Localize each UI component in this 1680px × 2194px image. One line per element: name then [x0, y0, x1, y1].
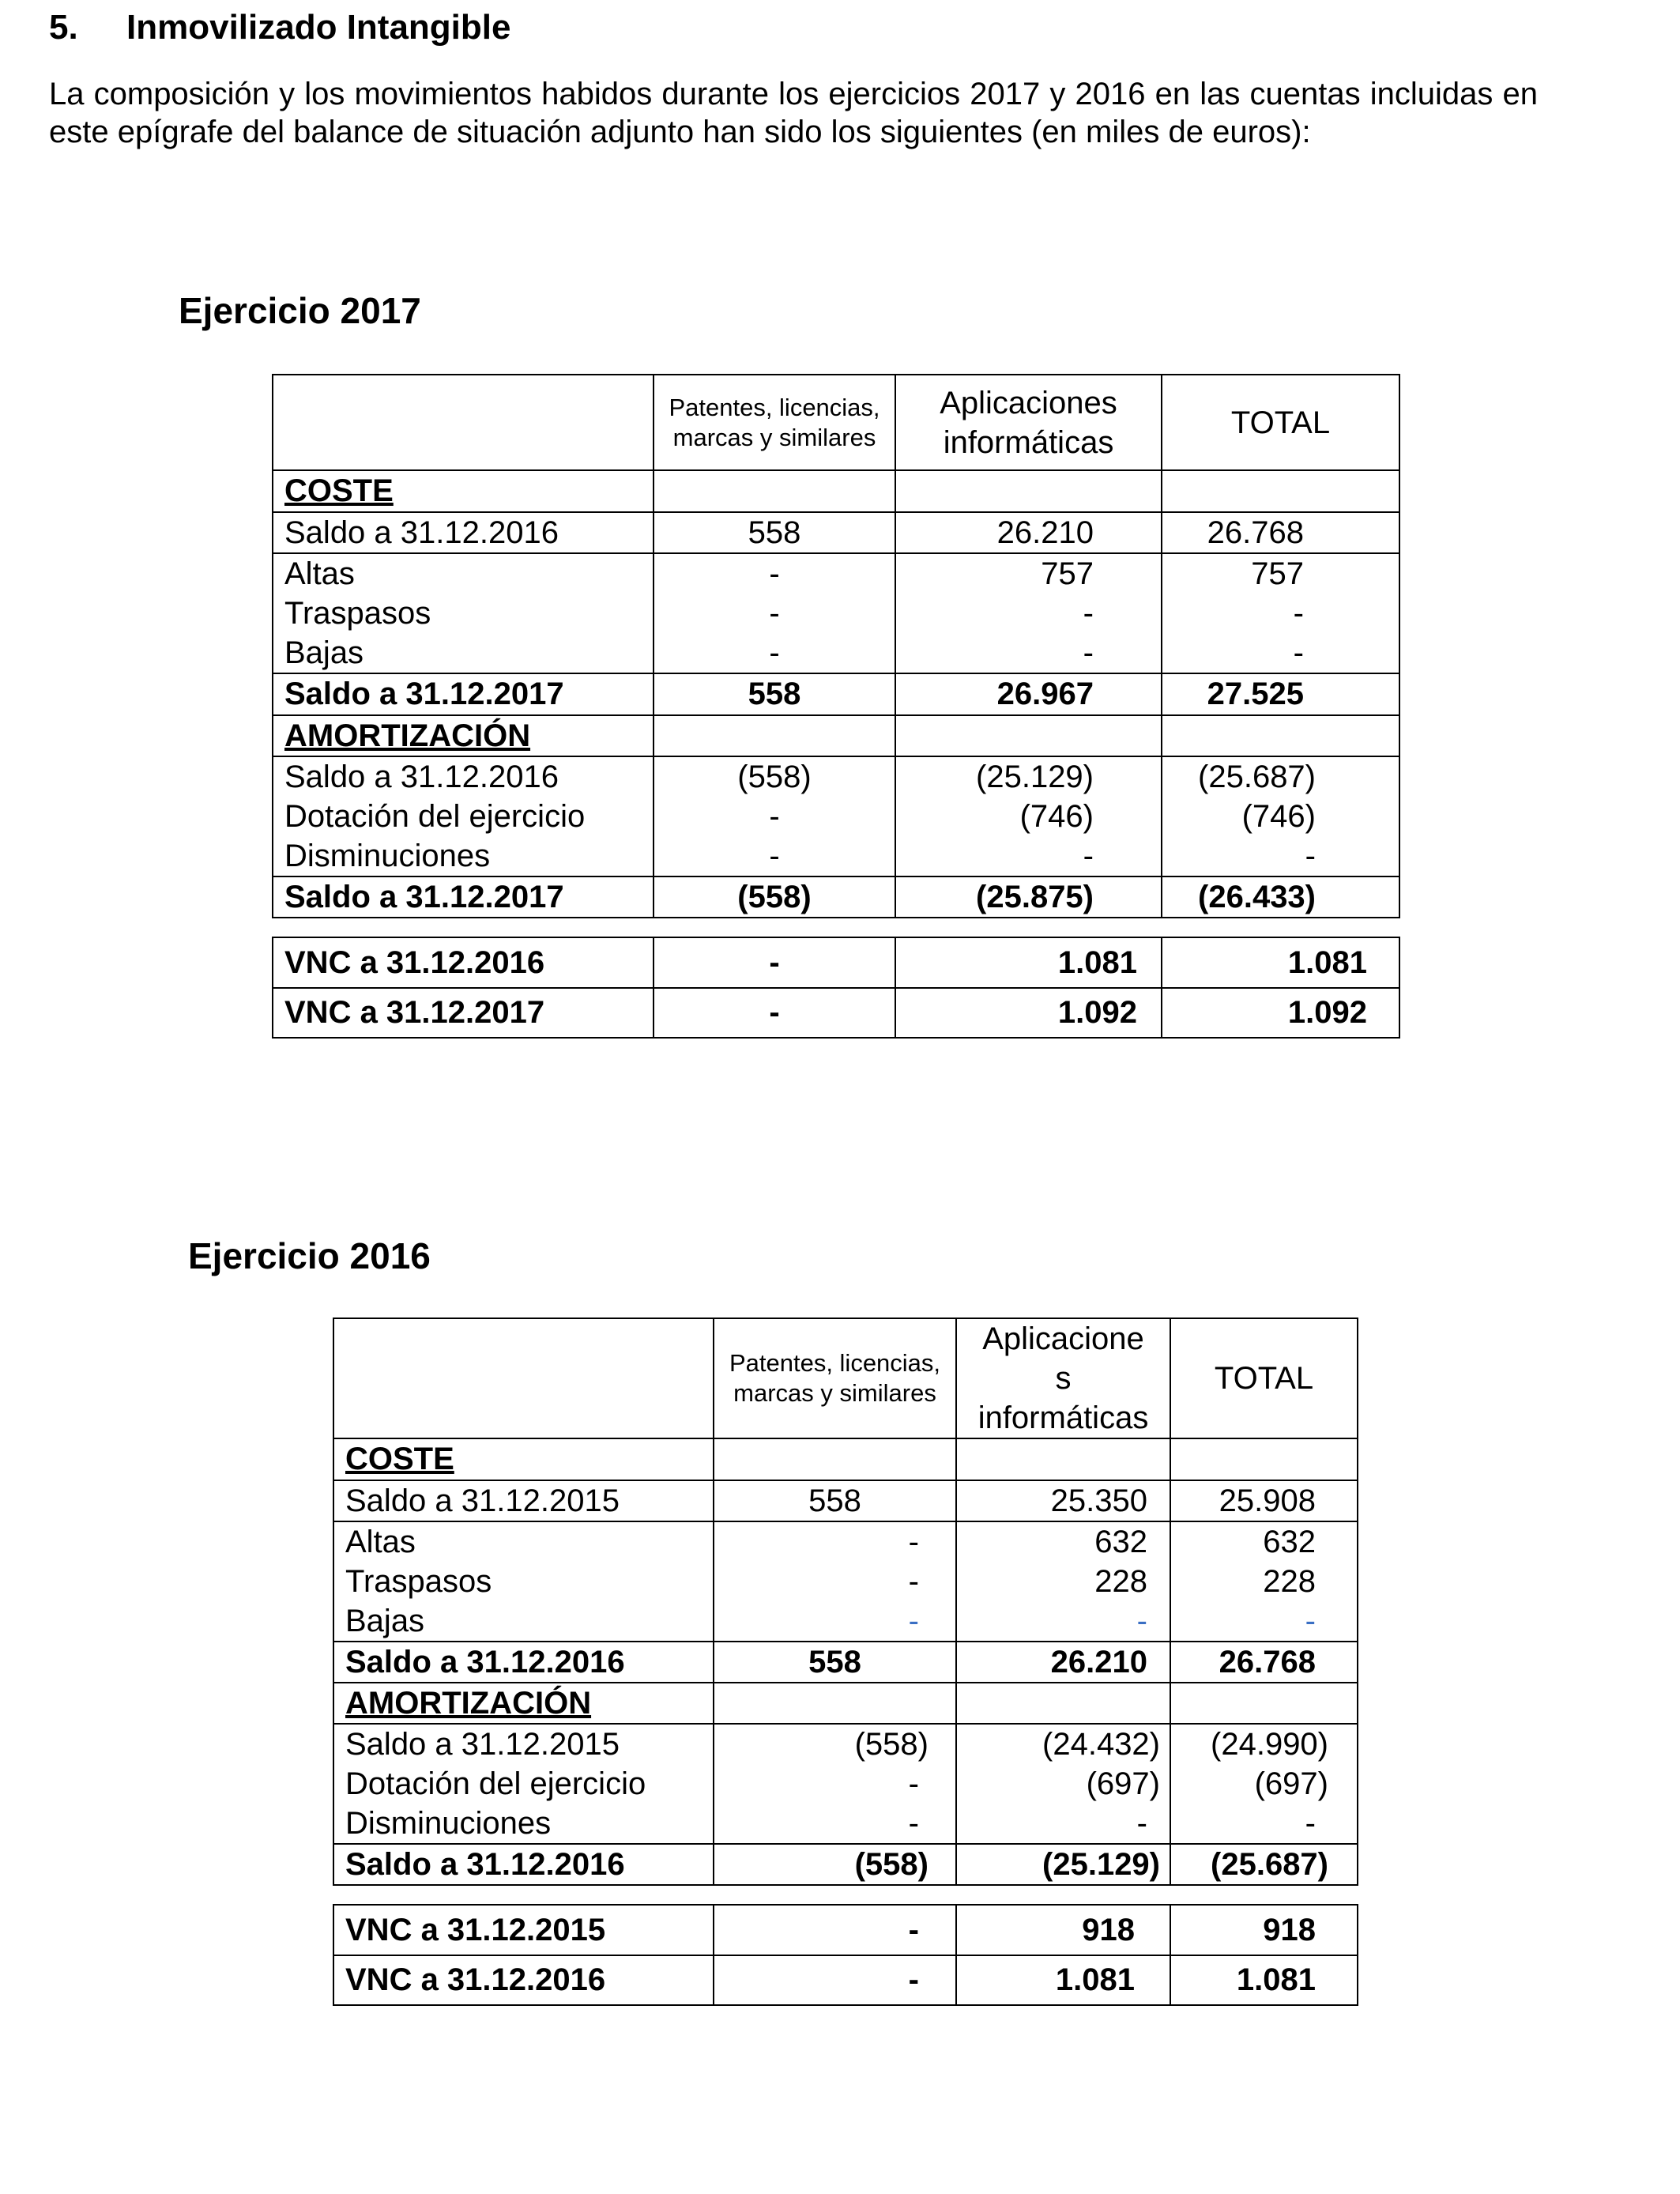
total-value: 918 [1170, 1905, 1358, 1955]
total-value: 26.768 [1162, 512, 1399, 553]
table-row [273, 673, 1399, 715]
header-aplicaciones-line: Aplicacione [982, 1321, 1144, 1356]
table-row [273, 876, 1399, 918]
note-number: 5. [49, 8, 78, 47]
total-value: 1.092 [1162, 988, 1399, 1038]
amortizacion-label: AMORTIZACIÓN [284, 718, 531, 753]
row-label: Saldo a 31.12.2015 [333, 1480, 714, 1521]
row-label: VNC a 31.12.2016 [333, 1955, 714, 2005]
total-value: - [1305, 1604, 1316, 1638]
amortization-movements-row [273, 756, 1399, 876]
patentes-value: - [769, 556, 780, 591]
patentes-value: - [769, 839, 780, 873]
total-value: (26.433) [1162, 876, 1399, 918]
section-title-2016: Ejercicio 2016 [188, 1235, 431, 1276]
patentes-value: - [908, 1604, 919, 1638]
amortizacion-label: AMORTIZACIÓN [345, 1685, 592, 1721]
total-value: - [1305, 839, 1316, 873]
aplicaciones-value: (25.129) [976, 760, 1094, 794]
row-label: Saldo a 31.12.2017 [273, 876, 654, 918]
aplicaciones-value: 918 [956, 1905, 1170, 1955]
header-row [273, 375, 1399, 470]
aplicaciones-value: 632 [1094, 1525, 1147, 1559]
row-label: Dotación del ejercicio [345, 1766, 646, 1801]
aplicaciones-value: (24.432) [1042, 1727, 1160, 1762]
aplicaciones-value: 757 [1041, 556, 1094, 591]
row-label: Saldo a 31.12.2017 [273, 673, 654, 715]
aplicaciones-value: - [1083, 839, 1094, 873]
aplicaciones-value: 26.967 [895, 673, 1162, 715]
aplicaciones-value: (25.129) [956, 1844, 1170, 1885]
row-label: VNC a 31.12.2017 [273, 988, 654, 1038]
amortization-movements-row [333, 1724, 1358, 1844]
amortizacion-section-row [333, 1683, 1358, 1724]
row-label: Saldo a 31.12.2016 [284, 760, 559, 794]
patentes-value: - [714, 1905, 956, 1955]
aplicaciones-value: 26.210 [956, 1642, 1170, 1683]
patentes-value: - [769, 799, 780, 834]
total-value: (25.687) [1170, 1844, 1358, 1885]
aplicaciones-value: - [1083, 596, 1094, 631]
patentes-value: 558 [654, 673, 895, 715]
patentes-value: - [714, 1955, 956, 2005]
row-label: Saldo a 31.12.2015 [345, 1727, 620, 1762]
total-value: - [1293, 596, 1304, 631]
total-value: (746) [1241, 799, 1316, 834]
aplicaciones-value: - [1136, 1604, 1147, 1638]
aplicaciones-value: (697) [1086, 1766, 1160, 1801]
coste-section-row [333, 1438, 1358, 1480]
header-aplicaciones [956, 1318, 1170, 1438]
aplicaciones-value: 25.350 [956, 1480, 1170, 1521]
patentes-value: (558) [737, 760, 812, 794]
patentes-value: - [769, 635, 780, 670]
patentes-value: 558 [714, 1642, 956, 1683]
row-label: Traspasos [345, 1564, 492, 1599]
row-label: Traspasos [284, 596, 431, 631]
patentes-value: - [654, 988, 895, 1038]
table-row [273, 937, 1399, 988]
coste-label: COSTE [345, 1442, 454, 1476]
movements-row [273, 553, 1399, 673]
row-label: Disminuciones [345, 1806, 552, 1841]
table-row [333, 1955, 1358, 2005]
row-label: VNC a 31.12.2015 [333, 1905, 714, 1955]
table-row [273, 988, 1399, 1038]
total-value: (24.990) [1211, 1727, 1328, 1762]
intro-paragraph: La composición y los movimientos habidos durante los ejercicios 2017 y 2016 en las cuentas incluidas en este epígrafe del balance de situación adjunto han sido los siguientes (en miles de euros): [49, 77, 1538, 149]
header-patentes: Patentes, licencias, marcas y similares [654, 375, 895, 470]
header-aplicaciones-line: s [1055, 1361, 1072, 1396]
section-title-2017: Ejercicio 2017 [179, 290, 421, 331]
table-row [333, 1480, 1358, 1521]
patentes-value: - [908, 1806, 919, 1841]
aplicaciones-value: - [1136, 1806, 1147, 1841]
total-value: (697) [1254, 1766, 1328, 1801]
header-total: TOTAL [1162, 375, 1399, 470]
total-value: - [1305, 1806, 1316, 1841]
note-title: Inmovilizado Intangible [126, 8, 511, 47]
total-value: (25.687) [1198, 760, 1316, 794]
patentes-value: 558 [714, 1480, 956, 1521]
vnc-table-2016 [333, 1904, 1358, 2006]
row-label: Bajas [284, 635, 364, 670]
amortizacion-section-row [273, 715, 1399, 756]
aplicaciones-value: 228 [1094, 1564, 1147, 1599]
header-aplicaciones-line: informáticas [977, 1400, 1149, 1435]
total-value: 26.768 [1170, 1642, 1358, 1683]
patentes-value: - [654, 937, 895, 988]
header-empty-cell [273, 375, 654, 470]
total-value: 1.081 [1170, 1955, 1358, 2005]
patentes-value: - [908, 1525, 919, 1559]
table-row [273, 512, 1399, 553]
coste-section-row [273, 470, 1399, 512]
header-total: TOTAL [1170, 1318, 1358, 1438]
header-aplicaciones: Aplicaciones informáticas [895, 375, 1162, 470]
aplicaciones-value: 1.081 [895, 937, 1162, 988]
total-value: 228 [1263, 1564, 1316, 1599]
row-label: Altas [345, 1525, 416, 1559]
total-value: 27.525 [1162, 673, 1399, 715]
patentes-value: - [908, 1766, 919, 1801]
row-label: Disminuciones [284, 839, 491, 873]
total-value: 632 [1263, 1525, 1316, 1559]
row-label: Saldo a 31.12.2016 [333, 1642, 714, 1683]
aplicaciones-value: (25.875) [895, 876, 1162, 918]
row-label: VNC a 31.12.2016 [273, 937, 654, 988]
patentes-value: (558) [854, 1727, 929, 1762]
table-2017 [272, 374, 1400, 918]
vnc-table-2017 [272, 937, 1400, 1039]
aplicaciones-value: 26.210 [895, 512, 1162, 553]
row-label: Saldo a 31.12.2016 [333, 1844, 714, 1885]
note-heading [49, 8, 510, 47]
total-value: 1.081 [1162, 937, 1399, 988]
patentes-value: (558) [714, 1844, 956, 1885]
header-row [333, 1318, 1358, 1438]
patentes-value: - [908, 1564, 919, 1599]
coste-label: COSTE [284, 473, 394, 508]
table-row [333, 1905, 1358, 1955]
aplicaciones-value: (746) [1019, 799, 1094, 834]
total-value: 757 [1251, 556, 1304, 591]
patentes-value: - [769, 596, 780, 631]
table-row [333, 1642, 1358, 1683]
row-label: Altas [284, 556, 355, 591]
movements-row [333, 1521, 1358, 1642]
patentes-value: 558 [654, 512, 895, 553]
row-label: Bajas [345, 1604, 425, 1638]
total-value: - [1293, 635, 1304, 670]
header-patentes: Patentes, licencias, marcas y similares [714, 1318, 956, 1438]
header-empty-cell [333, 1318, 714, 1438]
row-label: Saldo a 31.12.2016 [273, 512, 654, 553]
aplicaciones-value: - [1083, 635, 1094, 670]
table-row [333, 1844, 1358, 1885]
table-2016 [333, 1318, 1358, 1886]
aplicaciones-value: 1.092 [895, 988, 1162, 1038]
patentes-value: (558) [654, 876, 895, 918]
row-label: Dotación del ejercicio [284, 799, 586, 834]
total-value: 25.908 [1170, 1480, 1358, 1521]
aplicaciones-value: 1.081 [956, 1955, 1170, 2005]
